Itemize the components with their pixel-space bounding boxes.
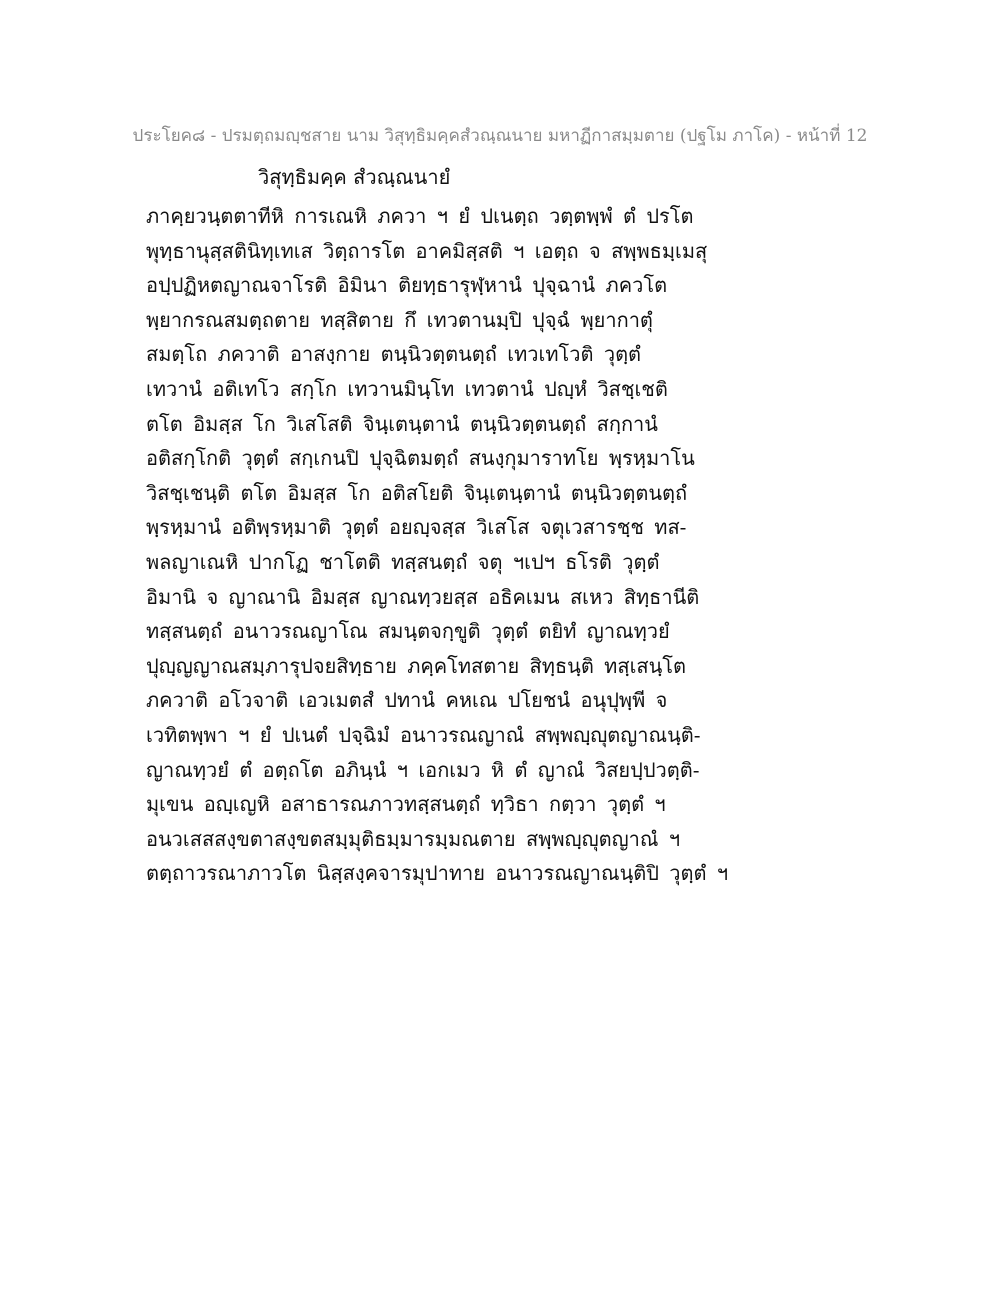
text-line: อิมานิ จ ญาณานิ อิมสฺส ญาณทฺวยสฺส อธิคเมน สเหว สิทฺธานีติ bbox=[146, 584, 700, 609]
text-line: ภควาติ อโวจาติ เอวเมตสํ ปทานํ คหเณ ปโยชนํ อนุปุพฺพี จ bbox=[146, 688, 668, 713]
text-line: วิสชฺเชนฺติ ตโต อิมสฺส โก อติสโยติ จินฺเตนฺตานํ ตนฺนิวตฺตนตฺถํ bbox=[146, 480, 688, 505]
text-line: ตโต อิมสฺส โก วิเสโสติ จินฺเตนฺตานํ ตนฺนิวตฺตนตฺถํ สกฺกานํ bbox=[146, 411, 658, 436]
running-header: ประโยค๘ - ปรมตฺถมญฺชสาย นาม วิสุทฺธิมคฺคสํวณฺณนาย มหาฏีกาสมฺมตาย (ปฐโม ภาโค) - หน้าที่ 12 bbox=[132, 126, 868, 146]
text-line: อนวเสสสงฺขตาสงฺขตสมฺมุติธมฺมารมฺมณตาย สพฺพญฺญุตญาณํ ฯ bbox=[146, 826, 681, 851]
text-line: พุทฺธานุสฺสตินิทฺเทเส วิตฺถารโต อาคมิสฺสติ ฯ เอตฺถ จ สพฺพธมฺเมสุ bbox=[146, 238, 708, 263]
section-title: วิสุทฺธิมคฺค สํวณฺณนายํ bbox=[258, 165, 451, 189]
body-text bbox=[146, 199, 728, 891]
text-line: พลญาเณหิ ปากโฏ ชาโตติ ทสฺสนตฺถํ จตุ ฯเปฯ ธโรติ วุตฺตํ bbox=[146, 549, 660, 574]
text-line: สมตฺโถ ภควาติ อาสงฺกาย ตนฺนิวตฺตนตฺถํ เทวเทโวติ วุตฺตํ bbox=[146, 342, 642, 367]
text-line: ตตฺถาวรณาภาวโต นิสฺสงฺคจารมุปาทาย อนาวรณญาณนฺติปิ วุตฺตํ ฯ bbox=[146, 861, 729, 886]
text-line: ปุญฺญญาณสมฺภารุปจยสิทฺธาย ภคฺคโทสตาย สิทฺธนฺติ ทสฺเสนฺโต bbox=[146, 653, 687, 678]
text-line: พฺรหฺมานํ อติพฺรหฺมาติ วุตฺตํ อยญฺจสฺส วิเสโส จตุเวสารชฺช ทส- bbox=[146, 515, 687, 540]
text-line: อติสกฺโกติ วุตฺตํ สกฺเกนปิ ปุจฺฉิตมตฺถํ สนงฺกุมาราทโย พฺรหฺมาโน bbox=[146, 446, 695, 471]
text-line: พฺยากรณสมตฺถตาย ทสฺสิตาย กึ เทวตานมฺปิ ปุจฺฉํ พฺยากาตุํ bbox=[146, 307, 653, 332]
text-line: ญาณทฺวยํ ตํ อตฺถโต อภินฺนํ ฯ เอกเมว หิ ตํ ญาณํ วิสยปฺปวตฺติ- bbox=[146, 757, 700, 782]
text-line: มุเขน อญฺเญหิ อสาธารณภาวทสฺสนตฺถํ ทฺวิธา กตฺวา วุตฺตํ ฯ bbox=[146, 792, 666, 817]
text-line: อปฺปฏิหตญาณจาโรติ อิมินา ติยทฺธารุฬฺหานํ ปุจฺฉานํ ภควโต bbox=[146, 273, 668, 298]
text-line: เทวานํ อติเทโว สกฺโก เทวานมินฺโท เทวตานํ ปญฺหํ วิสชฺเชติ bbox=[146, 376, 668, 401]
text-line: ภาคฺยวนฺตตาทีหิ การเณหิ ภควา ฯ ยํ ปเนตฺถ วตฺตพฺพํ ตํ ปรโต bbox=[146, 204, 694, 228]
text-line: เวทิตพฺพา ฯ ยํ ปเนตํ ปจฺฉิมํ อนาวรณญาณํ สพฺพญฺญุตญาณนฺติ- bbox=[146, 722, 701, 747]
text-line: ทสฺสนตฺถํ อนาวรณญาโณ สมนฺตจกฺขูติ วุตฺตํ ตยิทํ ญาณทฺวยํ bbox=[146, 619, 670, 644]
